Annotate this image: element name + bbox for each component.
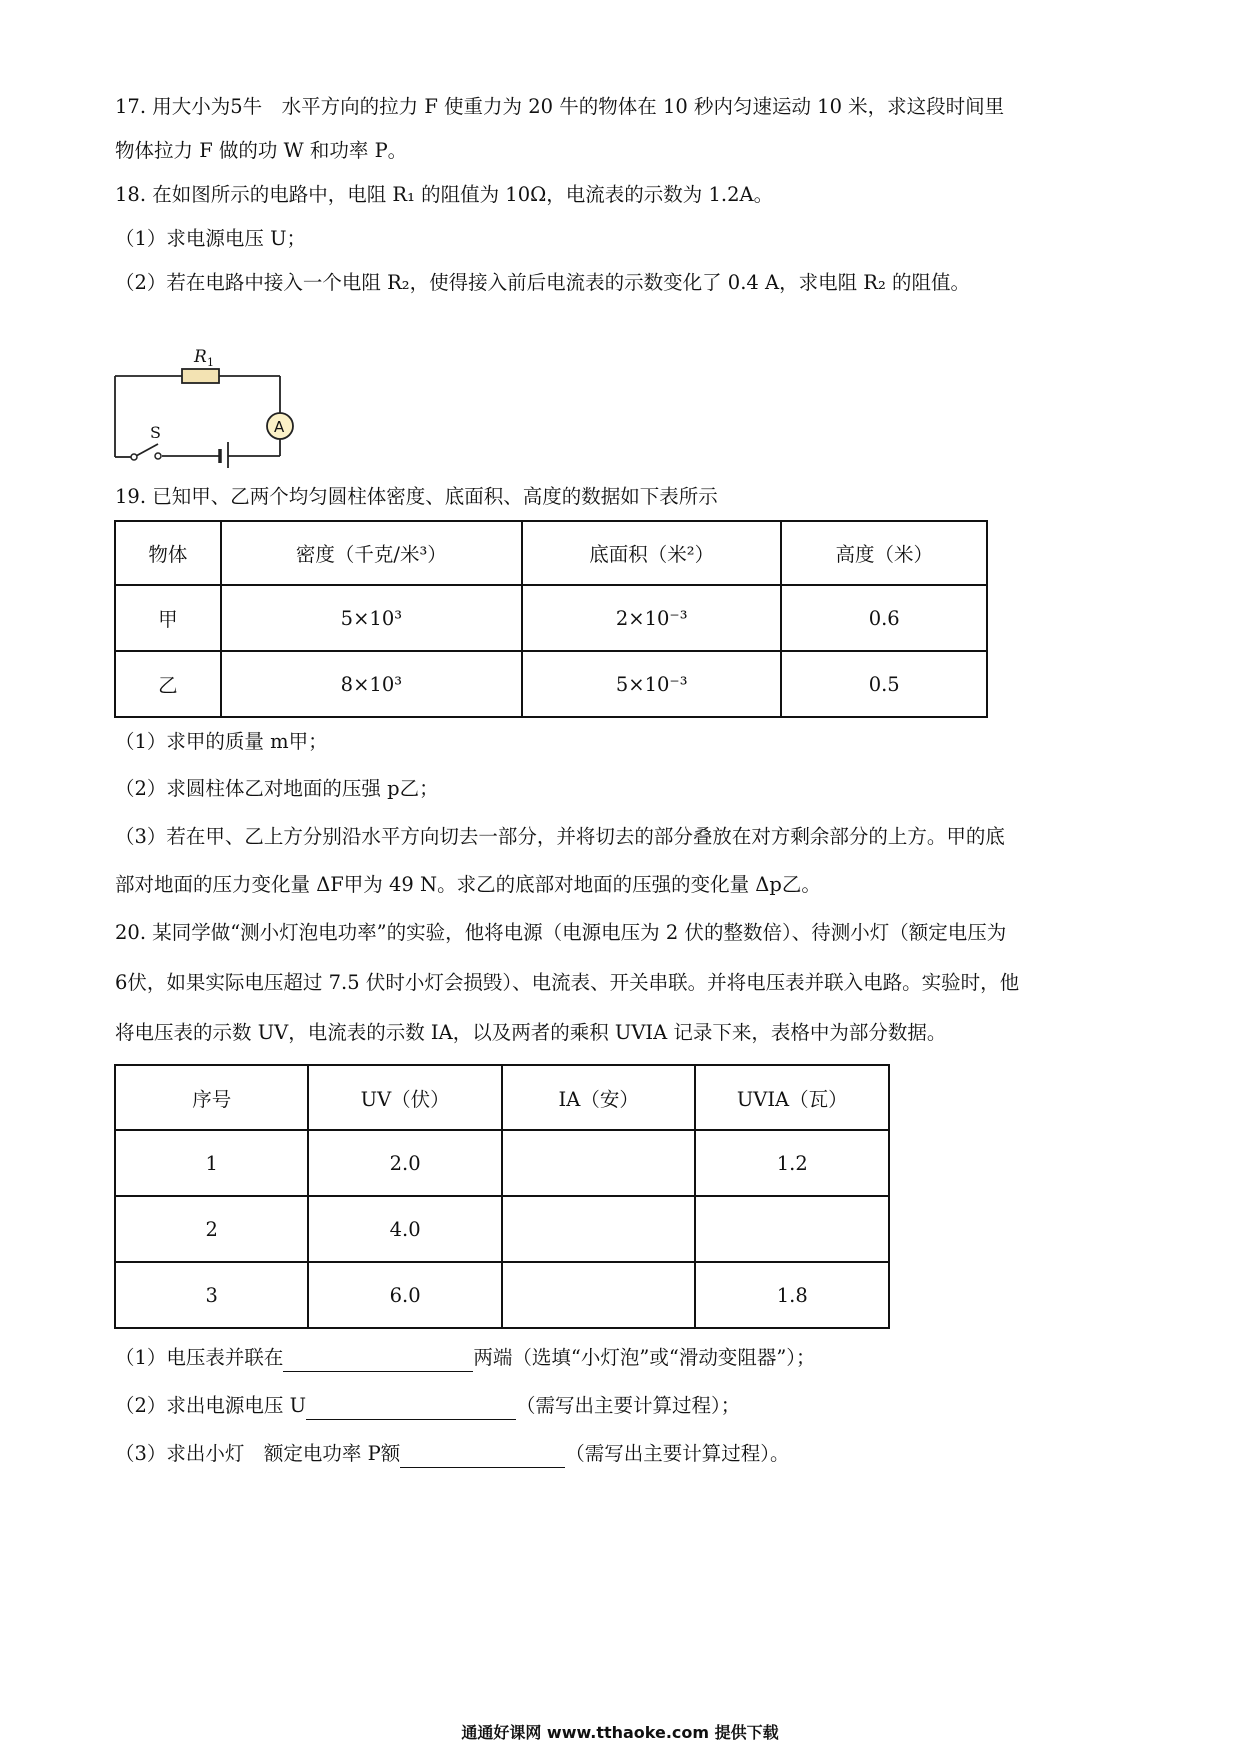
resistor-label-sub: 1 — [207, 356, 214, 369]
table-cell: 8×10³ — [221, 651, 522, 717]
table-cell: 0.6 — [781, 585, 987, 651]
table-header-cell: 底面积（米²） — [522, 521, 781, 585]
table-header-cell: UVIA（瓦） — [695, 1065, 889, 1130]
answer-blank-3[interactable] — [400, 1445, 565, 1468]
switch-lever — [136, 444, 158, 456]
table-header-cell: 序号 — [115, 1065, 308, 1130]
table-cell: 甲 — [115, 585, 221, 651]
resistor-r1 — [182, 369, 219, 383]
table-header-cell: 密度（千克/米³） — [221, 521, 522, 585]
q20-data-table — [114, 1064, 890, 1329]
table-cell: 4.0 — [308, 1196, 502, 1262]
table-header-cell: IA（安） — [502, 1065, 696, 1130]
q20-part-2-prefix: （2）求出电源电压 U — [115, 1394, 307, 1417]
q18-part-1: （1）求电源电压 U； — [115, 227, 307, 250]
table-row — [115, 585, 987, 651]
table-cell: 1 — [115, 1130, 308, 1196]
table-row — [115, 651, 987, 717]
answer-blank-2[interactable] — [306, 1397, 516, 1420]
q18-part-2: （2）若在电路中接入一个电阻 R₂，使得接入前后电流表的示数变化了 0.4 A，求电阻 R₂ 的阻值。 — [115, 271, 970, 294]
q19-data-table — [114, 520, 988, 718]
table-cell: 1.8 — [695, 1262, 889, 1328]
q20-part-1-prefix: （1）电压表并联在 — [115, 1346, 284, 1369]
q20-part-3 — [115, 1440, 790, 1468]
q20-part-1-suffix: 两端（选填“小灯泡”或“滑动变阻器”）； — [473, 1346, 816, 1369]
table-header-cell: UV（伏） — [308, 1065, 502, 1130]
answer-blank-1[interactable] — [283, 1349, 473, 1372]
q20-line-1: 20. 某同学做“测小灯泡电功率”的实验，他将电源（电源电压为 2 伏的整数倍）、待测小灯（额定电压为 — [115, 921, 1007, 944]
q17-line-2: 物体拉力 F 做的功 W 和功率 P。 — [115, 139, 408, 162]
table-header-cell: 高度（米） — [781, 521, 987, 585]
q17-line-1: 17. 用大小为5牛 水平方向的拉力 F 使重力为 20 牛的物体在 10 秒内匀速运动 10 米，求这段时间里 — [115, 95, 1005, 118]
switch-label: S — [150, 423, 161, 442]
table-row — [115, 1130, 889, 1196]
q20-part-1 — [115, 1344, 816, 1372]
table-header-cell: 物体 — [115, 521, 221, 585]
table-cell: 2 — [115, 1196, 308, 1262]
q19-part-3a: （3）若在甲、乙上方分别沿水平方向切去一部分，并将切去的部分叠放在对方剩余部分的上方。甲的底 — [115, 825, 1005, 848]
q19-part-3b: 部对地面的压力变化量 ΔF甲为 49 N。求乙的底部对地面的压强的变化量 Δp乙。 — [115, 873, 821, 896]
table-row — [115, 1196, 889, 1262]
table-cell: 3 — [115, 1262, 308, 1328]
table-cell: 2.0 — [308, 1130, 502, 1196]
q19-stem: 19. 已知甲、乙两个均匀圆柱体密度、底面积、高度的数据如下表所示 — [115, 485, 718, 508]
table-cell — [502, 1262, 696, 1328]
table-cell: 5×10³ — [221, 585, 522, 651]
table-cell — [695, 1196, 889, 1262]
table-cell — [502, 1196, 696, 1262]
q20-part-3-prefix: （3）求出小灯 额定电功率 P额 — [115, 1442, 401, 1465]
table-row — [115, 1262, 889, 1328]
table-header-row — [115, 1065, 889, 1130]
resistor-label: R — [194, 347, 207, 367]
table-cell: 2×10⁻³ — [522, 585, 781, 651]
q20-part-2 — [115, 1392, 740, 1420]
q20-part-2-suffix: （需写出主要计算过程）； — [516, 1394, 741, 1417]
q18-stem: 18. 在如图所示的电路中，电阻 R₁ 的阻值为 10Ω，电流表的示数为 1.2A。 — [115, 183, 774, 206]
table-cell: 0.5 — [781, 651, 987, 717]
table-cell: 1.2 — [695, 1130, 889, 1196]
table-cell: 5×10⁻³ — [522, 651, 781, 717]
table-cell: 乙 — [115, 651, 221, 717]
circuit-diagram — [110, 338, 300, 468]
table-cell: 6.0 — [308, 1262, 502, 1328]
q20-line-2: 6伏，如果实际电压超过 7.5 伏时小灯会损毁）、电流表、开关串联。并将电压表并联入电路。实验时，他 — [115, 971, 1020, 994]
page-footer: 通通好课网 www.tthaoke.com 提供下载 — [461, 1723, 779, 1742]
ammeter-label: A — [274, 418, 285, 436]
q20-line-3: 将电压表的示数 UV，电流表的示数 IA，以及两者的乘积 UVIA 记录下来，表格中为部分数据。 — [115, 1021, 947, 1044]
q20-part-3-suffix: （需写出主要计算过程）。 — [565, 1442, 790, 1465]
table-cell — [502, 1130, 696, 1196]
table-header-row — [115, 521, 987, 585]
q19-part-2: （2）求圆柱体乙对地面的压强 p乙； — [115, 777, 439, 800]
q19-part-1: （1）求甲的质量 m甲； — [115, 730, 328, 753]
switch-contact — [155, 453, 161, 459]
